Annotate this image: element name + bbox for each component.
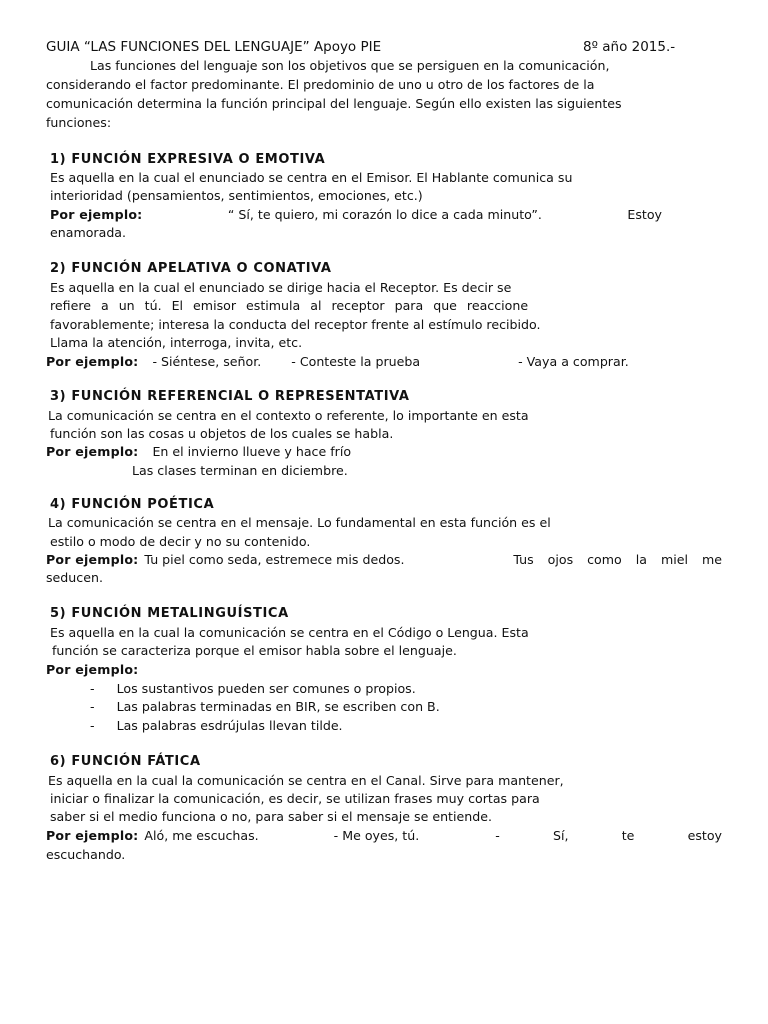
section-4-example-1: Tu piel como seda, estremece mis dedos. — [144, 552, 405, 567]
section-4-line-1: La comunicación se centra en el mensaje. Lo fundamental en esta función es el — [48, 515, 551, 530]
section-2-line-4: Llama la atención, interroga, invita, etc. — [50, 335, 303, 350]
section-6-example-5: te — [621, 828, 635, 843]
section-3-example — [46, 443, 351, 461]
section-3-example-1: En el invierno llueve y hace frío — [152, 444, 352, 459]
section-4-heading: 4) FUNCIÓN POÉTICA — [50, 497, 215, 512]
section-6-example-4: Sí, — [552, 828, 569, 843]
section-2-line-3: favorablemente; interesa la conducta del receptor frente al estímulo recibido. — [50, 317, 541, 332]
section-5-line-1: Es aquella en la cual la comunicación se centra en el Código o Lengua. Esta — [50, 625, 529, 640]
document-grade: 8º año 2015.- — [583, 39, 676, 55]
example-label: Por ejemplo: — [46, 552, 139, 567]
section-2-example-1: - Siéntese, señor. — [152, 354, 262, 369]
section-1-example-text: “ Sí, te quiero, mi corazón lo dice a cada minuto”. — [227, 207, 542, 222]
bullet-dash-icon: - — [90, 718, 95, 733]
section-1-example-text-2: Estoy — [627, 207, 662, 222]
section-2-example-3: - Vaya a comprar. — [518, 354, 629, 369]
section-2-heading: 2) FUNCIÓN APELATIVA O CONATIVA — [50, 261, 332, 276]
document-title: GUIA “LAS FUNCIONES DEL LENGUAJE” Apoyo PIE — [46, 39, 382, 55]
section-5-bullet-1: Los sustantivos pueden ser comunes o propios. — [116, 681, 416, 696]
section-1-line-2: interioridad (pensamientos, sentimientos, emociones, etc.) — [50, 188, 423, 203]
list-item — [90, 717, 343, 735]
section-6-line-3: saber si el medio funciona o no, para saber si el mensaje se entiende. — [50, 809, 492, 824]
section-4-line-2: estilo o modo de decir y no su contenido. — [50, 534, 311, 549]
list-item — [90, 698, 440, 716]
section-2-line-1: Es aquella en la cual el enunciado se dirige hacia el Receptor. Es decir se — [50, 280, 512, 295]
section-5-bullet-2: Las palabras terminadas en BIR, se escriben con B. — [116, 699, 440, 714]
section-2-line-2: refiere a un tú. El emisor estimula al receptor para que reaccione — [50, 298, 529, 313]
section-6-example — [46, 827, 722, 845]
section-1-heading: 1) FUNCIÓN EXPRESIVA O EMOTIVA — [50, 152, 326, 167]
bullet-dash-icon: - — [90, 681, 95, 696]
section-2-example — [46, 353, 629, 371]
intro-line-2: considerando el factor predominante. El predominio de uno u otro de los factores de la — [46, 77, 595, 92]
section-3-line-2: función son las cosas u objetos de los cuales se habla. — [50, 426, 394, 441]
section-3-line-1: La comunicación se centra en el contexto o referente, lo importante en esta — [48, 408, 529, 423]
section-5-heading: 5) FUNCIÓN METALINGUÍSTICA — [50, 606, 289, 621]
list-item — [90, 680, 416, 698]
section-6-heading: 6) FUNCIÓN FÁTICA — [50, 754, 201, 769]
section-4-example — [46, 551, 722, 569]
intro-line-4: funciones: — [46, 115, 112, 130]
section-6-example-3: - — [495, 828, 500, 843]
section-4-example-2: Tus ojos como la miel me — [513, 552, 722, 567]
section-4-example-cont: seducen. — [46, 570, 103, 585]
section-6-example-6: estoy — [687, 828, 722, 843]
intro-line-1: Las funciones del lenguaje son los objetivos que se persiguen en la comunicación, — [90, 58, 610, 73]
section-5-bullet-3: Las palabras esdrújulas llevan tilde. — [116, 718, 343, 733]
section-5-line-2: función se caracteriza porque el emisor habla sobre el lenguaje. — [52, 643, 457, 658]
intro-line-3: comunicación determina la función principal del lenguaje. Según ello existen las siguientes — [46, 96, 622, 111]
section-6-example-1: Aló, me escuchas. — [144, 828, 259, 843]
example-label: Por ejemplo: — [46, 444, 139, 459]
section-6-example-cont: escuchando. — [46, 847, 126, 862]
section-6-example-2: - Me oyes, tú. — [333, 828, 420, 843]
section-2-example-2: - Conteste la prueba — [291, 354, 421, 369]
example-label: Por ejemplo: — [46, 828, 139, 843]
section-6-line-2: iniciar o finalizar la comunicación, es decir, se utilizan frases muy cortas para — [50, 791, 540, 806]
example-label: Por ejemplo: — [46, 662, 139, 677]
section-6-line-1: Es aquella en la cual la comunicación se centra en el Canal. Sirve para mantener, — [48, 773, 564, 788]
section-1-example — [50, 206, 662, 224]
section-1-line-1: Es aquella en la cual el enunciado se centra en el Emisor. El Hablante comunica su — [50, 170, 573, 185]
example-label: Por ejemplo: — [46, 354, 139, 369]
section-3-example-cont: Las clases terminan en diciembre. — [132, 463, 348, 478]
section-3-heading: 3) FUNCIÓN REFERENCIAL O REPRESENTATIVA — [50, 389, 410, 404]
section-1-example-cont: enamorada. — [50, 225, 127, 240]
example-label: Por ejemplo: — [50, 207, 143, 222]
bullet-dash-icon: - — [90, 699, 95, 714]
